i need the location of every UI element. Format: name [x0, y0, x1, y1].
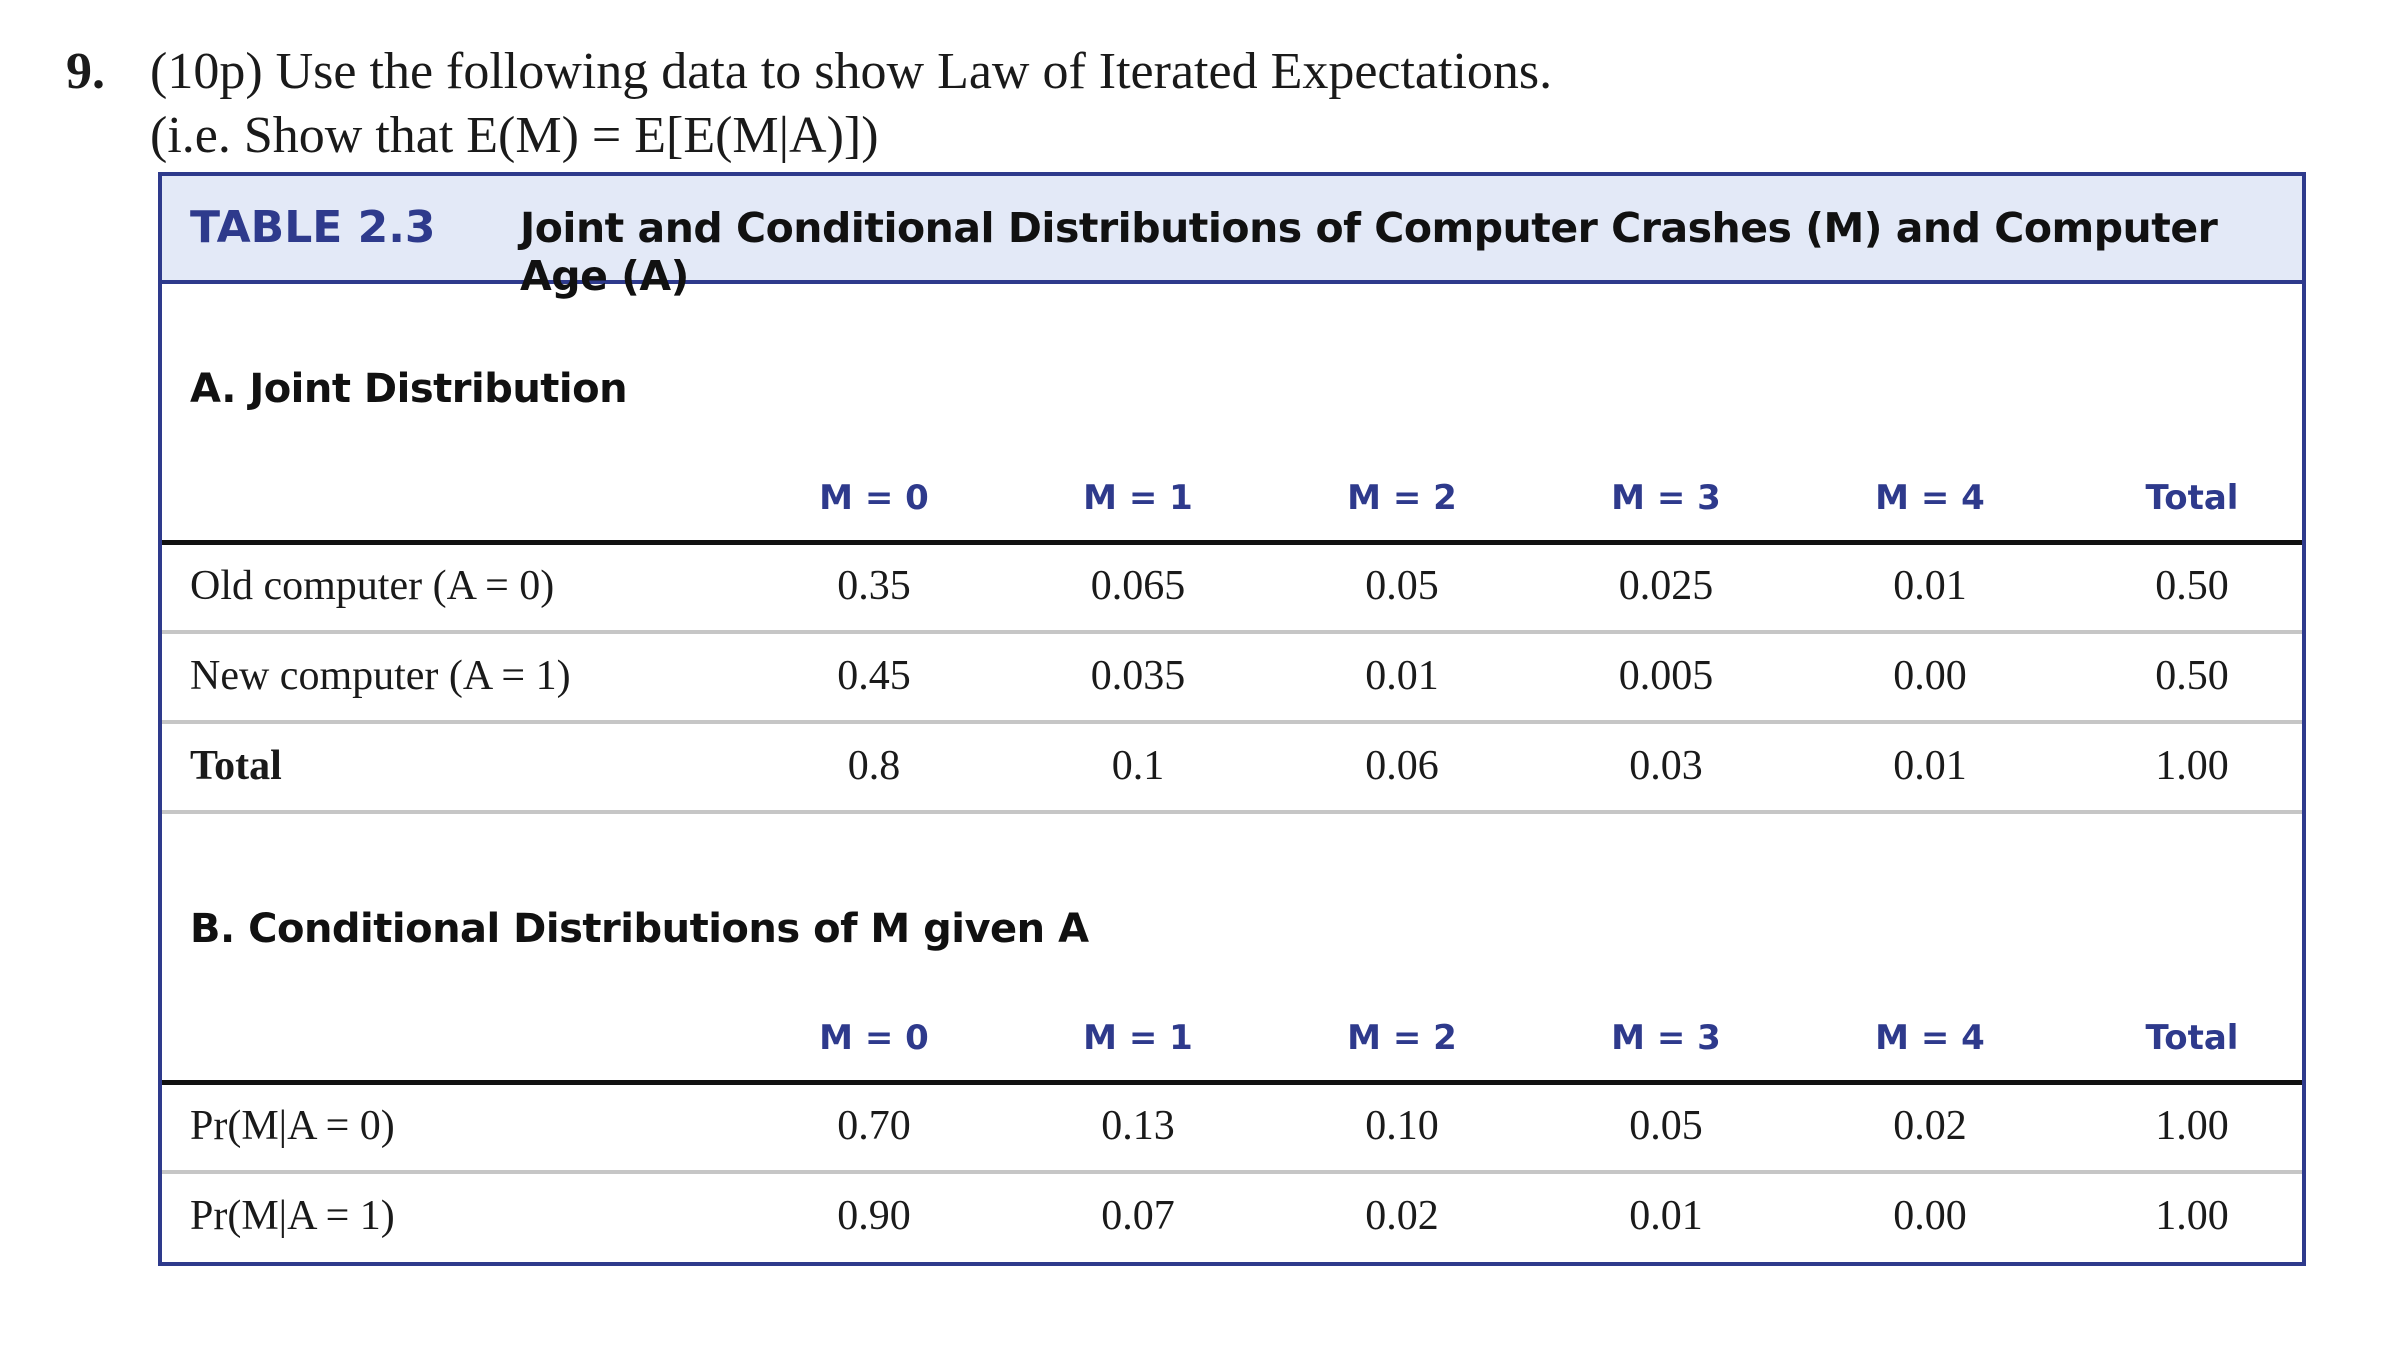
cell-new-m4: 0.00	[1893, 653, 1967, 699]
cell-cond-a1-m3: 0.01	[1629, 1193, 1703, 1239]
cell-old-m1: 0.065	[1090, 563, 1186, 609]
row-cond-a0-label: Pr(M|A = 0)	[190, 1103, 395, 1149]
section-a-col-m3: M = 3	[1611, 478, 1721, 518]
cell-old-m2: 0.05	[1365, 563, 1439, 609]
cell-cond-a0-m3: 0.05	[1629, 1103, 1703, 1149]
row-new-computer-label: New computer (A = 1)	[190, 653, 571, 699]
section-b-col-m2: M = 2	[1347, 1018, 1457, 1058]
cell-cond-a0-total: 1.00	[2155, 1103, 2229, 1149]
section-a-col-m4: M = 4	[1875, 478, 1985, 518]
cell-old-total: 0.50	[2155, 563, 2229, 609]
section-b-col-m0: M = 0	[819, 1018, 929, 1058]
cell-total-m0: 0.8	[847, 743, 901, 789]
row-old-computer-label: Old computer (A = 0)	[190, 563, 555, 609]
section-a-header-rule	[162, 540, 2302, 545]
row-divider	[162, 630, 2302, 634]
section-b-title: B. Conditional Distributions of M given A	[190, 906, 1089, 952]
section-a-bottom-rule	[162, 810, 2302, 814]
section-a-col-total: Total	[2145, 478, 2239, 518]
problem-statement	[66, 40, 1552, 168]
question-number: 9.	[66, 43, 105, 100]
table-caption: Joint and Conditional Distributions of Computer Crashes (M) and Computer Age (A)	[520, 204, 2218, 300]
section-b-col-m3: M = 3	[1611, 1018, 1721, 1058]
cell-total-m2: 0.06	[1365, 743, 1439, 789]
section-b-header-rule	[162, 1080, 2302, 1085]
cell-total-m1: 0.1	[1111, 743, 1165, 789]
cell-cond-a1-m4: 0.00	[1893, 1193, 1967, 1239]
problem-line-2: (i.e. Show that E(M) = E[E(M|A)])	[150, 107, 879, 164]
cell-total-total: 1.00	[2155, 743, 2229, 789]
cell-cond-a0-m1: 0.13	[1101, 1103, 1175, 1149]
cell-old-m3: 0.025	[1618, 563, 1714, 609]
distribution-table	[158, 172, 2306, 1266]
table-label: TABLE 2.3	[190, 202, 436, 253]
row-divider	[162, 1170, 2302, 1174]
section-a-col-m0: M = 0	[819, 478, 929, 518]
cell-total-m3: 0.03	[1629, 743, 1703, 789]
cell-cond-a0-m4: 0.02	[1893, 1103, 1967, 1149]
section-b-col-total: Total	[2145, 1018, 2239, 1058]
section-a-title: A. Joint Distribution	[190, 366, 628, 412]
cell-new-m0: 0.45	[837, 653, 911, 699]
cell-new-m3: 0.005	[1618, 653, 1714, 699]
cell-old-m4: 0.01	[1893, 563, 1967, 609]
cell-new-total: 0.50	[2155, 653, 2229, 699]
row-divider	[162, 720, 2302, 724]
cell-cond-a1-m1: 0.07	[1101, 1193, 1175, 1239]
cell-cond-a1-total: 1.00	[2155, 1193, 2229, 1239]
cell-new-m1: 0.035	[1090, 653, 1186, 699]
section-b-col-m1: M = 1	[1083, 1018, 1193, 1058]
cell-new-m2: 0.01	[1365, 653, 1439, 699]
cell-total-m4: 0.01	[1893, 743, 1967, 789]
section-a-col-m1: M = 1	[1083, 478, 1193, 518]
section-b-col-m4: M = 4	[1875, 1018, 1985, 1058]
problem-line-1	[66, 40, 1552, 104]
cell-cond-a0-m0: 0.70	[837, 1103, 911, 1149]
row-cond-a1-label: Pr(M|A = 1)	[190, 1193, 395, 1239]
section-a-col-m2: M = 2	[1347, 478, 1457, 518]
cell-cond-a1-m2: 0.02	[1365, 1193, 1439, 1239]
table-header	[162, 176, 2302, 300]
cell-old-m0: 0.35	[837, 563, 911, 609]
row-total-label: Total	[190, 743, 282, 789]
cell-cond-a0-m2: 0.10	[1365, 1103, 1439, 1149]
cell-cond-a1-m0: 0.90	[837, 1193, 911, 1239]
question-text: (10p) Use the following data to show Law of Iterated Expectations.	[150, 43, 1553, 100]
